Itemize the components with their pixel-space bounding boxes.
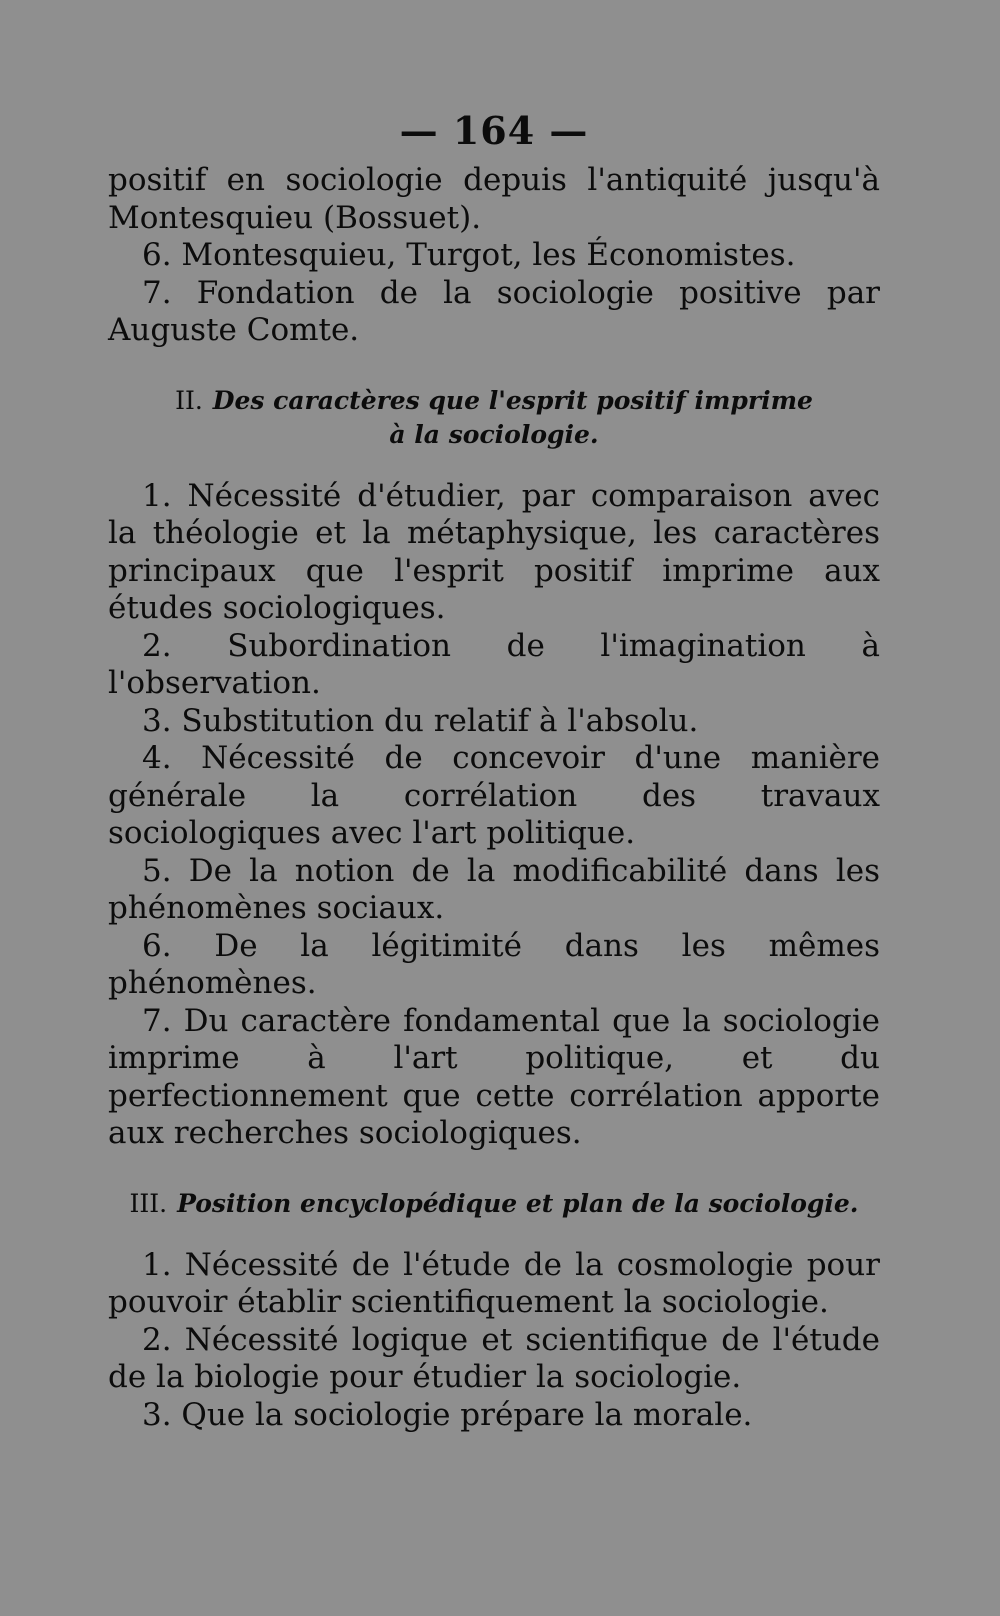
section-3-item-3: 3. Que la sociologie prépare la morale. — [142, 1396, 753, 1433]
section-3-item-1: 1. Nécessité de l'étude de la cosmologie pour pouvoir établir scientifiquement la sociologie. — [108, 1246, 880, 1320]
section-2-heading — [108, 384, 880, 452]
intro-item-6: 6. Montesquieu, Turgot, les Économistes. — [142, 237, 796, 273]
section-2-item-7: 7. Du caractère fondamental que la sociologie imprime à l'art politique, et du perfectionnement que cette corrélation apporte aux recherches sociologiques. — [108, 1002, 880, 1151]
page-number: — 164 — — [399, 108, 589, 153]
intro-item-7: 7. Fondation de la sociologie positive par Auguste Comte. — [108, 274, 880, 348]
section-2-item-5: 5. De la notion de la modificabilité dans les phénomènes sociaux. — [108, 852, 880, 926]
section-2-item-6: 6. De la légitimité dans les mêmes phénomènes. — [108, 927, 880, 1001]
section-3-list — [108, 1247, 880, 1435]
section-2-item-2: 2. Subordination de l'imagination à l'observation. — [108, 627, 880, 701]
section-3-title: Position encyclopédique et plan de la sociologie. — [177, 1188, 859, 1218]
section-3-item-2: 2. Nécessité logique et scientifique de l'étude de la biologie pour étudier la sociologie. — [108, 1321, 880, 1395]
section-2-item-3: 3. Substitution du relatif à l'absolu. — [142, 702, 699, 739]
section-2-list — [108, 478, 880, 1153]
intro-paragraph: positif en sociologie depuis l'antiquité jusqu'à Montesquieu (Bossuet). — [108, 162, 880, 236]
intro-block — [108, 162, 880, 350]
section-3-heading — [108, 1187, 880, 1221]
section-2-title-line2: à la sociologie. — [389, 419, 599, 449]
section-3-number: III. — [129, 1188, 168, 1218]
section-2-item-4: 4. Nécessité de concevoir d'une manière générale la corrélation des travaux sociologiques avec l'art politique. — [108, 740, 880, 851]
section-2-number: II. — [175, 385, 203, 415]
section-2-title-line1: Des caractères que l'esprit positif imprime — [212, 385, 813, 415]
section-2-item-1: 1. Nécessité d'étudier, par comparaison avec la théologie et la métaphysique, les caractères principaux que l'esprit positif imprime aux études sociologiques. — [108, 477, 880, 626]
